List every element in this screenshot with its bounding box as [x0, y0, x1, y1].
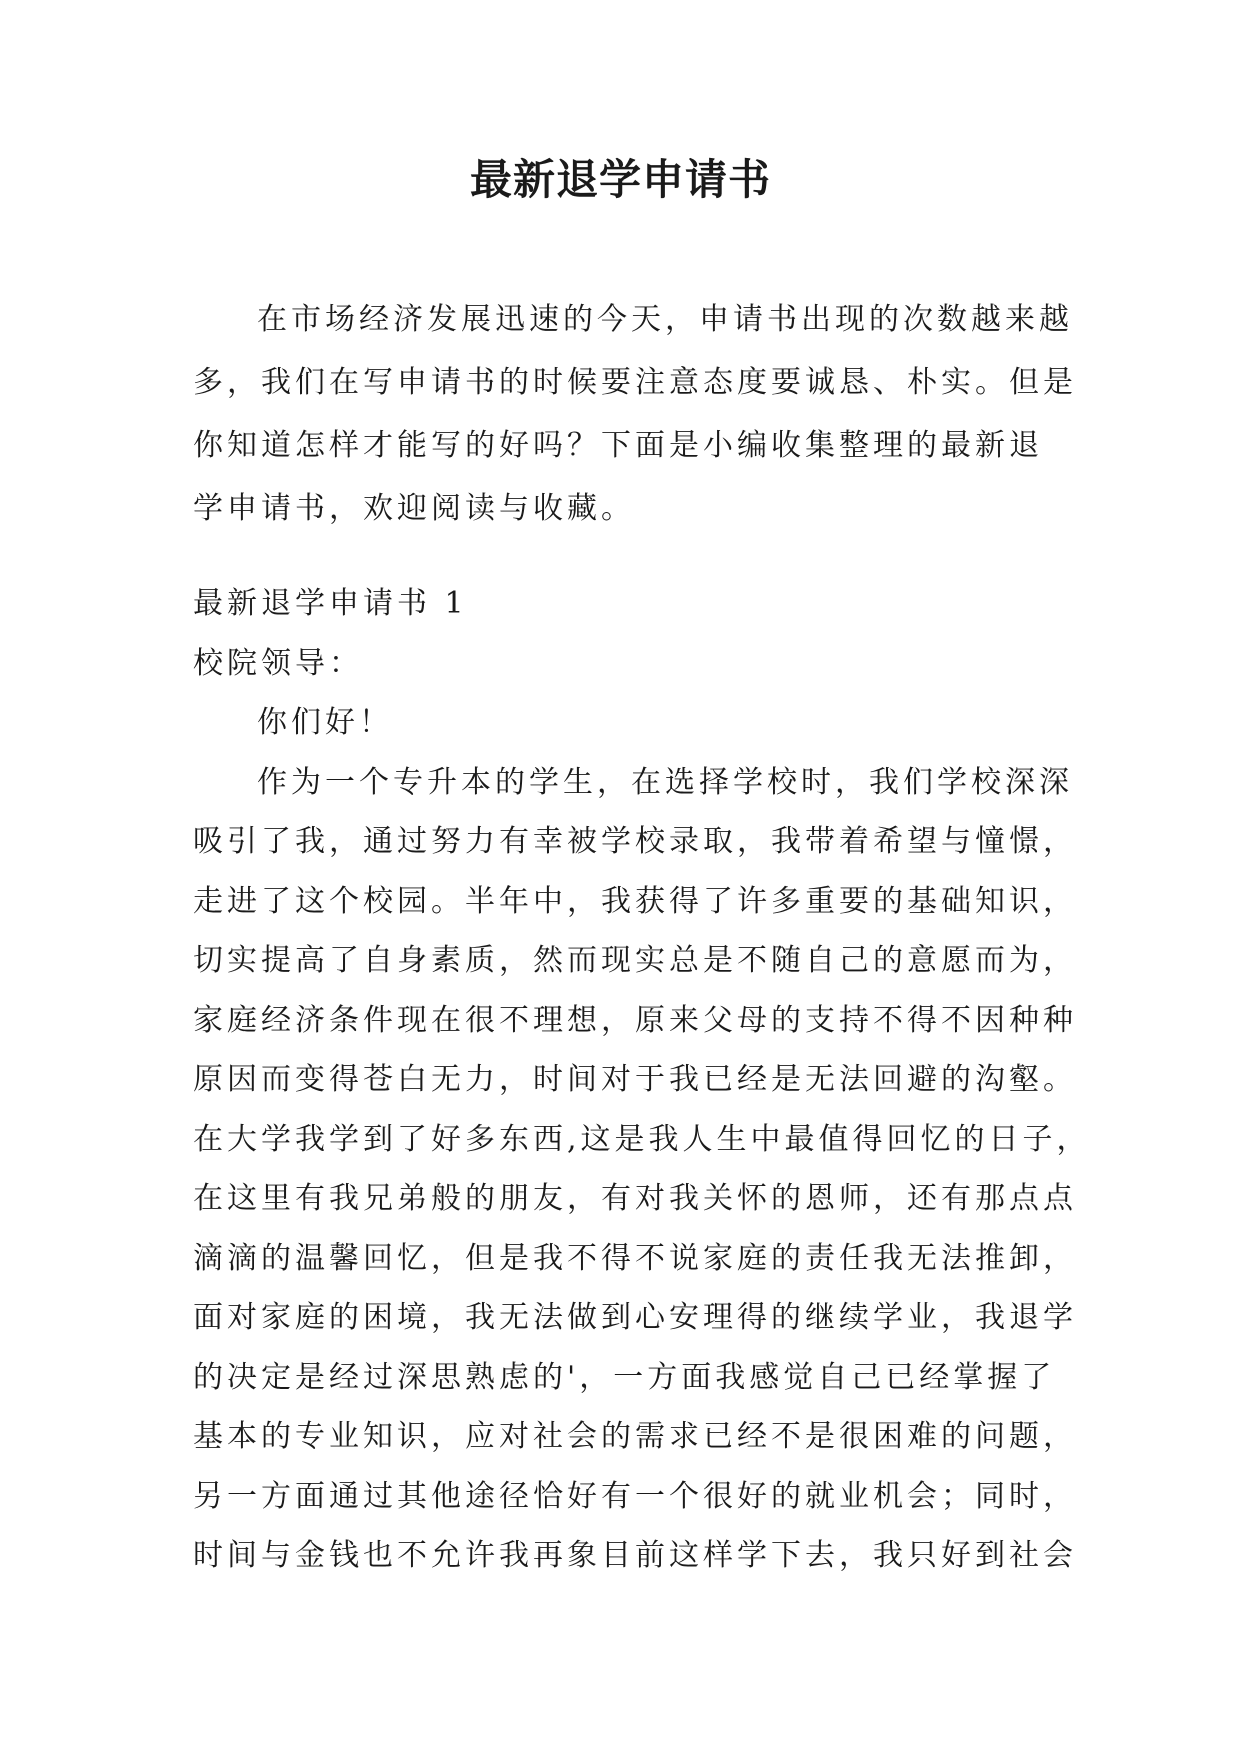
- body-line: 滴滴的温馨回忆，但是我不得不说家庭的责任我无法推卸，: [193, 1240, 1077, 1276]
- letter-body: [193, 574, 1091, 1586]
- body-line: 家庭经济条件现在很不理想，原来父母的支持不得不因种种: [193, 1002, 1077, 1038]
- body-line: 原因而变得苍白无力，时间对于我已经是无法回避的沟壑。: [193, 1062, 1077, 1097]
- body-line: 面对家庭的困境，我无法做到心安理得的继续学业，我退学: [193, 1300, 1077, 1335]
- body-line: 切实提高了自身素质，然而现实总是不随自己的意愿而为，: [193, 943, 1077, 978]
- intro-line: 在市场经济发展迅速的今天，申请书出现的次数越来越: [257, 302, 1073, 337]
- body-line: 走进了这个校园。半年中，我获得了许多重要的基础知识，: [193, 883, 1077, 919]
- section-heading: 最新退学申请书 1: [193, 586, 468, 621]
- body-line: 在这里有我兄弟般的朋友，有对我关怀的恩师，还有那点点: [193, 1181, 1077, 1216]
- body-line: 基本的专业知识，应对社会的需求已经不是很困难的问题，: [193, 1419, 1077, 1454]
- intro-line: 你知道怎样才能写的好吗？下面是小编收集整理的最新退: [193, 428, 1043, 463]
- intro-paragraph: [193, 288, 1077, 540]
- body-line: 另一方面通过其他途径恰好有一个很好的就业机会；同时，: [193, 1478, 1077, 1514]
- body-line: 吸引了我，通过努力有幸被学校录取，我带着希望与憧憬，: [193, 824, 1077, 859]
- body-line: 在大学我学到了好多东西,这是我人生中最值得回忆的日子，: [193, 1121, 1091, 1157]
- intro-line: 多，我们在写申请书的时候要注意态度要诚恳、朴实。但是: [193, 365, 1077, 400]
- body-line: 时间与金钱也不允许我再象目前这样学下去，我只好到社会: [193, 1538, 1077, 1573]
- salutation: 校院领导：: [193, 645, 363, 681]
- intro-line: 学申请书，欢迎阅读与收藏。: [193, 491, 635, 526]
- body-line: 的决定是经过深思熟虑的'，一方面我感觉自己已经掌握了: [193, 1359, 1056, 1395]
- greeting: 你们好！: [257, 705, 393, 740]
- body-line: 作为一个专升本的学生，在选择学校时，我们学校深深: [257, 764, 1073, 800]
- document-title: 最新退学申请书: [469, 155, 771, 204]
